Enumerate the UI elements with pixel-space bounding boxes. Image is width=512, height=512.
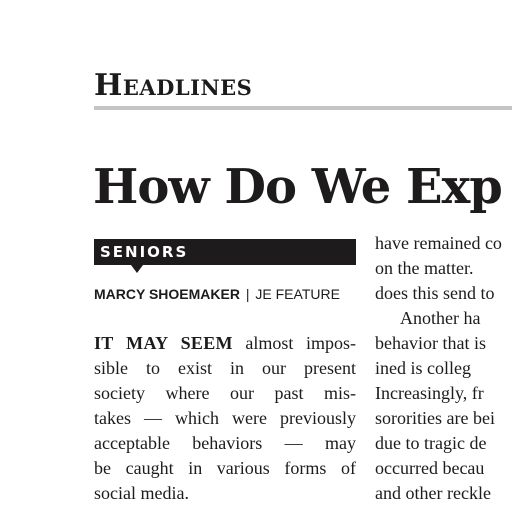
column-line: does this send to: [375, 283, 495, 303]
column-line: [94, 331, 356, 356]
category-kicker: [94, 239, 356, 265]
column-line: have remained co: [375, 233, 502, 253]
byline-separator: |: [245, 286, 250, 302]
column-line: acceptable behaviors — may: [94, 433, 356, 453]
column-line: due to tragic de: [375, 433, 487, 453]
article-column-left: [94, 331, 356, 506]
column-line: Another ha: [400, 308, 481, 328]
article-column-right: [375, 231, 512, 506]
section-title: Headlines: [94, 68, 253, 103]
column-line: occurred becau: [375, 458, 485, 478]
lead-in: IT MAY SEEM: [94, 333, 233, 353]
byline-author: MARCY SHOEMAKER: [94, 286, 240, 302]
section-divider: [94, 106, 512, 110]
column-line: society where our past mis-: [94, 383, 356, 403]
column-line: sible to exist in our present: [94, 358, 356, 378]
column-line: Increasingly, fr: [375, 383, 484, 403]
kicker-pointer: [131, 265, 143, 273]
article-headline: How Do We Exp: [93, 159, 502, 215]
column-line: on the matter.: [375, 258, 474, 278]
kicker-label: SENIORS: [100, 243, 189, 261]
column-line: ined is colleg: [375, 358, 471, 378]
column-line: social media.: [94, 483, 189, 503]
column-line: be caught in various forms of: [94, 458, 356, 478]
column-line: and other reckle: [375, 483, 491, 503]
column-line: sororities are bei: [375, 408, 495, 428]
byline-credit: JE FEATURE: [255, 286, 340, 302]
column-line: behavior that is: [375, 333, 486, 353]
column-line: takes — which were previously: [94, 408, 356, 428]
byline: [94, 284, 340, 304]
lead-line-rest: almost impos-: [232, 333, 357, 353]
